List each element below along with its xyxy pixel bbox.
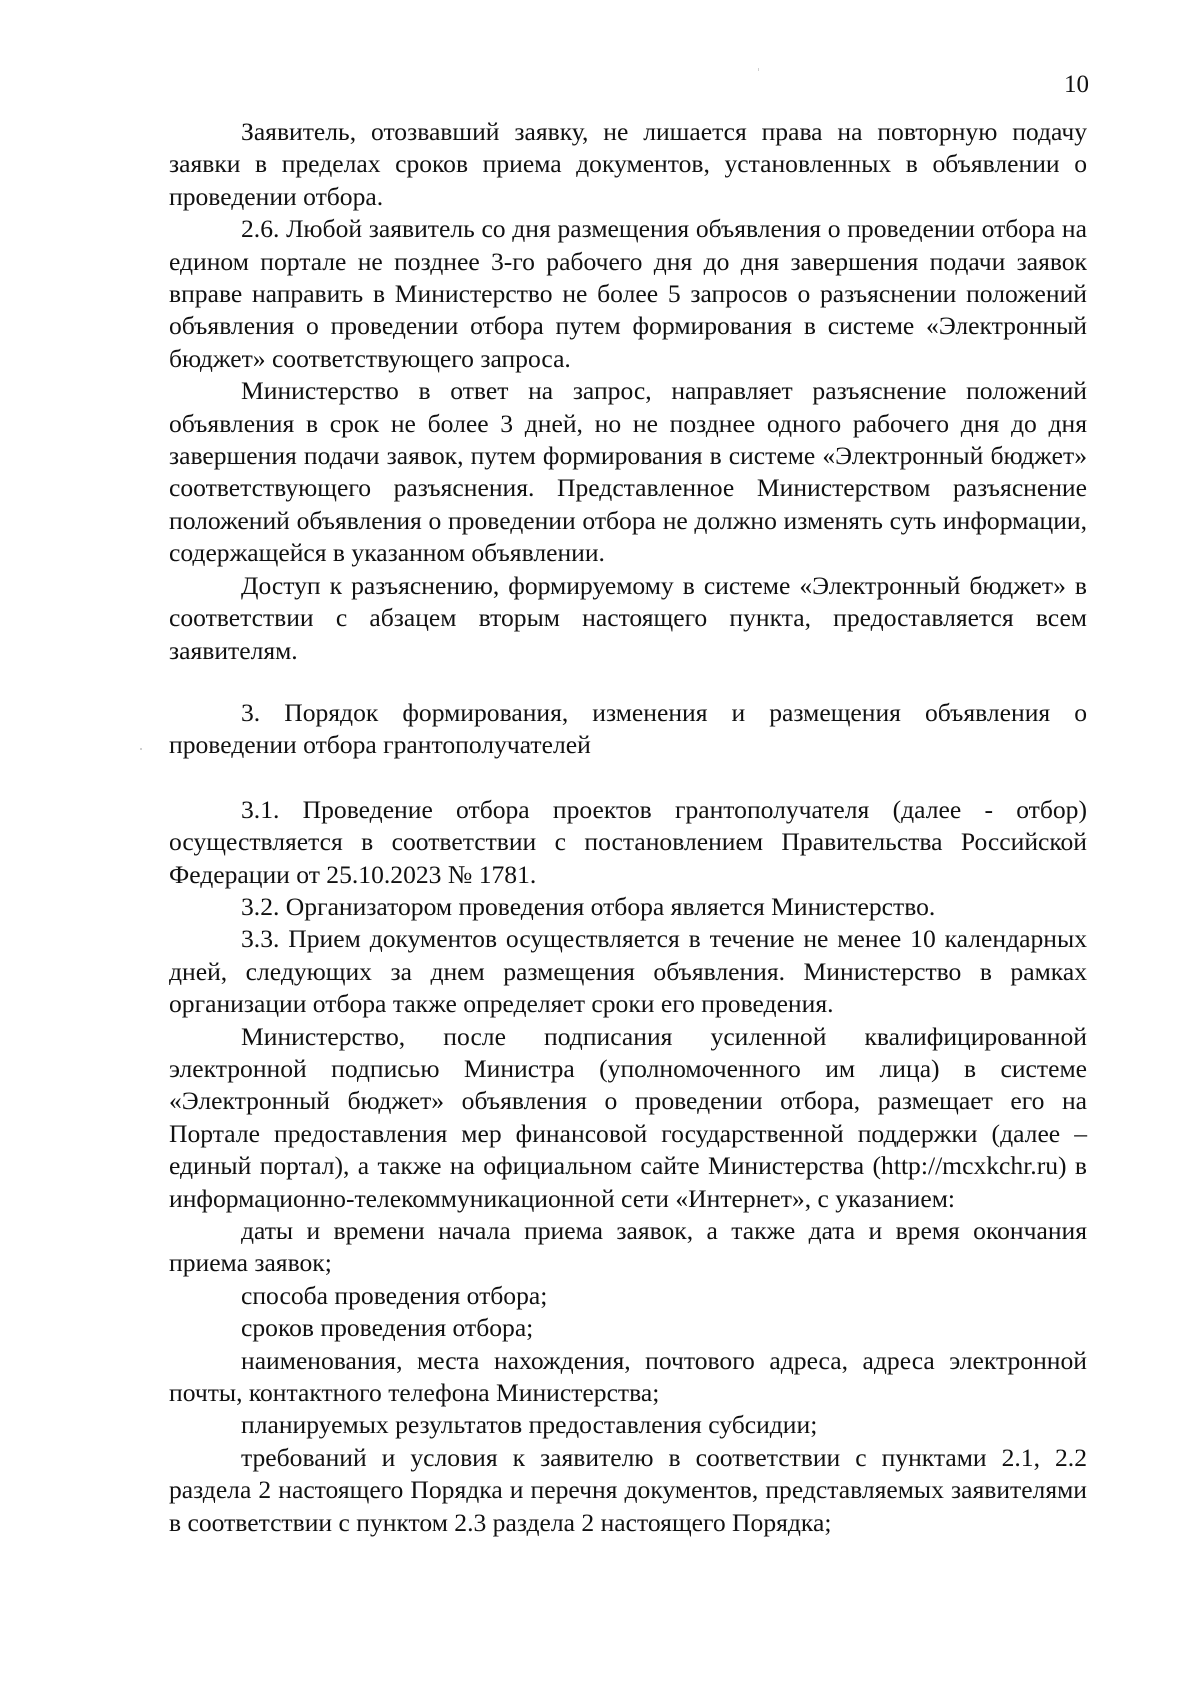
document-body — [169, 116, 1087, 1539]
paragraph: Министерство, после подписания усиленной квалифицированной электронной подписью Министра (уполномоченного им лица) в системе «Электронный бюджет» объявления о проведении отбора, размещает его на Портале предоставления мер финансовой государственной поддержки (далее – единый портал), а также на официальном сайте Министерства (http://mcxkchr.ru) в информационно-телекоммуникационной сети «Интернет», с указанием: — [169, 1021, 1087, 1213]
section-heading: 3. Порядок формирования, изменения и размещения объявления о проведении отбора грантополучателей — [169, 697, 1087, 760]
scan-speck — [758, 68, 759, 71]
list-item: сроков проведения отбора; — [241, 1313, 534, 1343]
paragraph: Доступ к разъяснению, формируемому в системе «Электронный бюджет» в соответствии с абзацем вторым настоящего пункта, предоставляется всем заявителям. — [169, 570, 1087, 665]
list-item: даты и времени начала приема заявок, а также дата и время окончания приема заявок; — [169, 1216, 1087, 1278]
paragraph: 3.3. Прием документов осуществляется в течение не менее 10 календарных дней, следующих за днем размещения объявления. Министерство в рамках организации отбора также определяет сроки его проведения. — [169, 924, 1087, 1019]
list-item: планируемых результатов предоставления субсидии; — [241, 1410, 818, 1440]
list-item: наименования, места нахождения, почтового адреса, адреса электронной почты, контактного телефона Министерства; — [169, 1345, 1087, 1408]
list-item: требований и условия к заявителю в соответствии с пунктами 2.1, 2.2 раздела 2 настоящего Порядка и перечня документов, представляемых заявителями в соответствии с пунктом 2.3 раздела 2 настоящего Порядка; — [169, 1442, 1087, 1537]
list-item: способа проведения отбора; — [241, 1280, 548, 1310]
paragraph: Заявитель, отозвавший заявку, не лишается права на повторную подачу заявки в пределах сроков приема документов, установленных в объявлении о проведении отбора. — [169, 117, 1087, 211]
scan-speck — [140, 748, 142, 750]
paragraph: Министерство в ответ на запрос, направляет разъяснение положений объявления в срок не более 3 дней, но не позднее одного рабочего дня до дня завершения подачи заявок, путем формирования в системе «Электронный бюджет» соответствующего разъяснения. Представленное Министерством разъяснение положений объявления о проведении отбора не должно изменять суть информации, содержащейся в указанном объявлении. — [169, 376, 1087, 568]
paragraph: 3.2. Организатором проведения отбора является Министерство. — [241, 891, 936, 921]
paragraph: 2.6. Любой заявитель со дня размещения объявления о проведении отбора на едином портале не позднее 3-го рабочего дня до дня завершения подачи заявок вправе направить в Министерство не более 5 запросов о разъяснении положений объявления о проведении отбора путем формирования в системе «Электронный бюджет» соответствующего запроса. — [169, 214, 1087, 373]
paragraph: 3.1. Проведение отбора проектов грантополучателя (далее - отбор) осуществляется в соответствии с постановлением Правительства Российской Федерации от 25.10.2023 № 1781. — [169, 794, 1087, 889]
page-number: 10 — [1064, 71, 1089, 98]
